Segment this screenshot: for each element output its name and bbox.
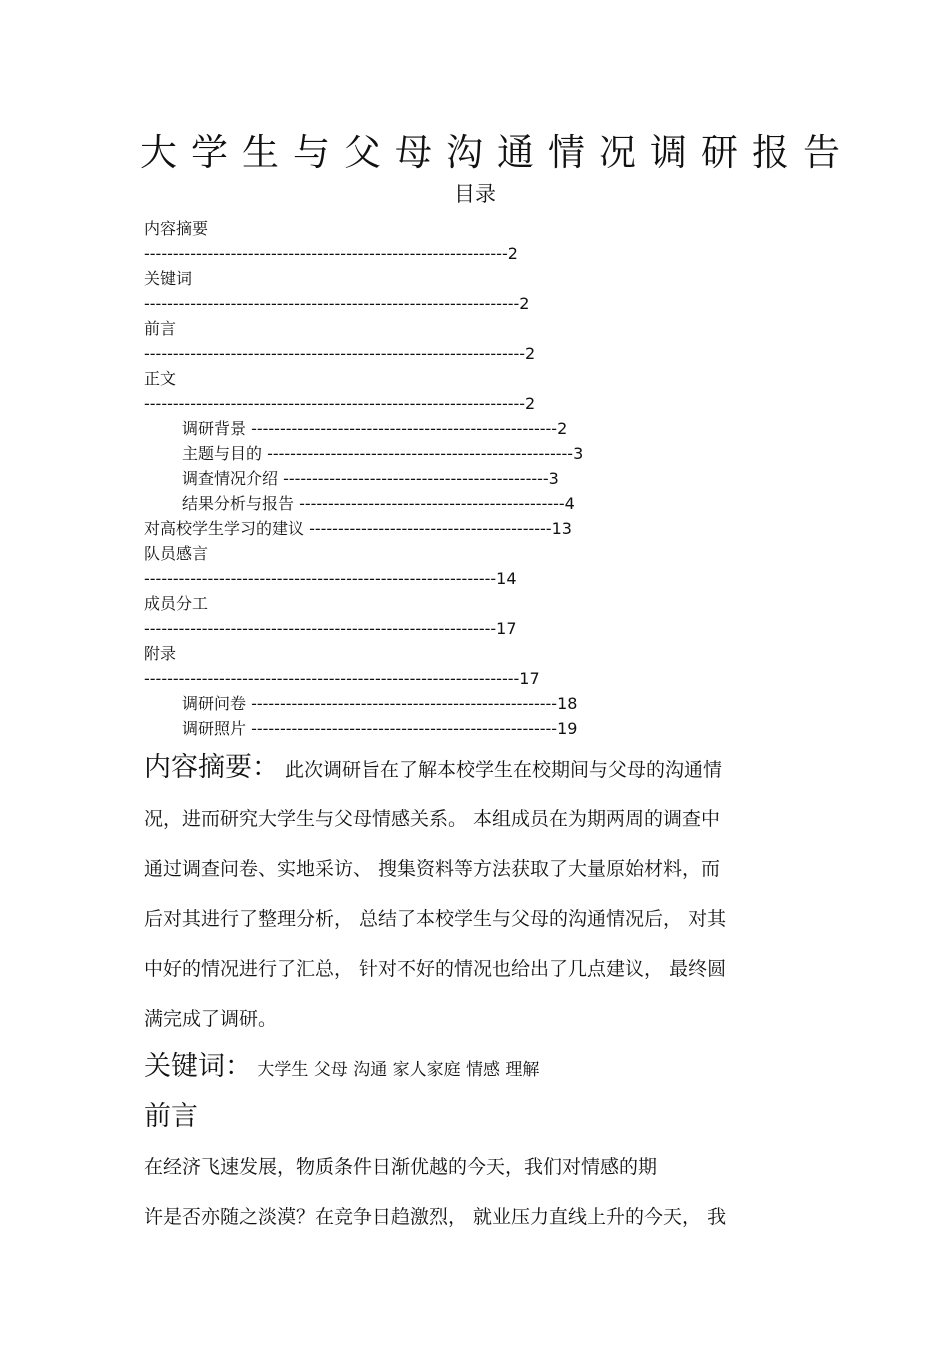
abstract-text-line: 满完成了调研。 <box>144 1008 278 1030</box>
abstract-label: 内容摘要： <box>144 752 279 783</box>
toc-entry: -------------------------------------------------------------17 <box>144 619 517 638</box>
toc-entry: 调研问卷 -----------------------------------------------------18 <box>182 694 578 713</box>
toc-entry: 附录 <box>144 644 177 663</box>
toc-heading: 目录 <box>454 182 496 206</box>
toc-entry: 关键词 <box>144 269 193 288</box>
abstract-text-line: 此次调研旨在了解本校学生在校期间与父母的沟通情 <box>279 759 723 781</box>
abstract-text-line: 中好的情况进行了汇总， 针对不好的情况也给出了几点建议， 最终圆 <box>144 958 727 980</box>
toc-entry: 对高校学生学习的建议 ------------------------------------------13 <box>144 519 572 538</box>
toc-entry: 前言 <box>144 319 177 338</box>
toc-entry: 成员分工 <box>144 594 209 613</box>
toc-entry: ------------------------------------------------------------------2 <box>144 344 536 363</box>
toc-entry: 内容摘要 <box>144 219 209 238</box>
toc-entry: -------------------------------------------------------------14 <box>144 569 517 588</box>
preface-heading: 前言 <box>144 1101 198 1132</box>
abstract-text-line: 况，进而研究大学生与父母情感关系。 本组成员在为期两周的调查中 <box>144 808 721 830</box>
keywords-label: 关键词： <box>144 1051 252 1082</box>
preface-text-line: 在经济飞速发展，物质条件日渐优越的今天，我们对情感的期 <box>144 1156 658 1178</box>
toc-entry: 调研背景 -----------------------------------------------------2 <box>182 419 568 438</box>
preface-text-line: 许是否亦随之淡漠？在竞争日趋激烈， 就业压力直线上升的今天， 我 <box>144 1206 727 1228</box>
toc-entry: 调查情况介绍 ----------------------------------------------3 <box>182 469 559 488</box>
keywords-line <box>144 1042 814 1092</box>
toc-entry: ---------------------------------------------------------------2 <box>144 244 518 263</box>
toc-entry: 主题与目的 -----------------------------------------------------3 <box>182 444 584 463</box>
toc-entry: ------------------------------------------------------------------2 <box>144 394 536 413</box>
abstract-section <box>144 742 814 1044</box>
keywords-section <box>144 1042 814 1092</box>
toc-entry: 调研照片 -----------------------------------------------------19 <box>182 719 578 738</box>
keywords-list: 大学生 父母 沟通 家人家庭 情感 理解 <box>252 1060 540 1080</box>
preface-section <box>144 1092 814 1242</box>
toc-entry: 正文 <box>144 369 177 388</box>
abstract-first-line <box>144 742 814 794</box>
abstract-text-line: 后对其进行了整理分析， 总结了本校学生与父母的沟通情况后， 对其 <box>144 908 727 930</box>
toc-entry: 结果分析与报告 ----------------------------------------------4 <box>182 494 575 513</box>
toc-entry: 队员感言 <box>144 544 209 563</box>
abstract-text-line: 通过调查问卷、实地采访、 搜集资料等方法获取了大量原始材料，而 <box>144 858 721 880</box>
toc-entry: -----------------------------------------------------------------2 <box>144 294 530 313</box>
document-title: 大学生与父母沟通情况调研报告 <box>140 131 854 174</box>
table-of-contents <box>144 216 824 741</box>
toc-entry: -----------------------------------------------------------------17 <box>144 669 540 688</box>
